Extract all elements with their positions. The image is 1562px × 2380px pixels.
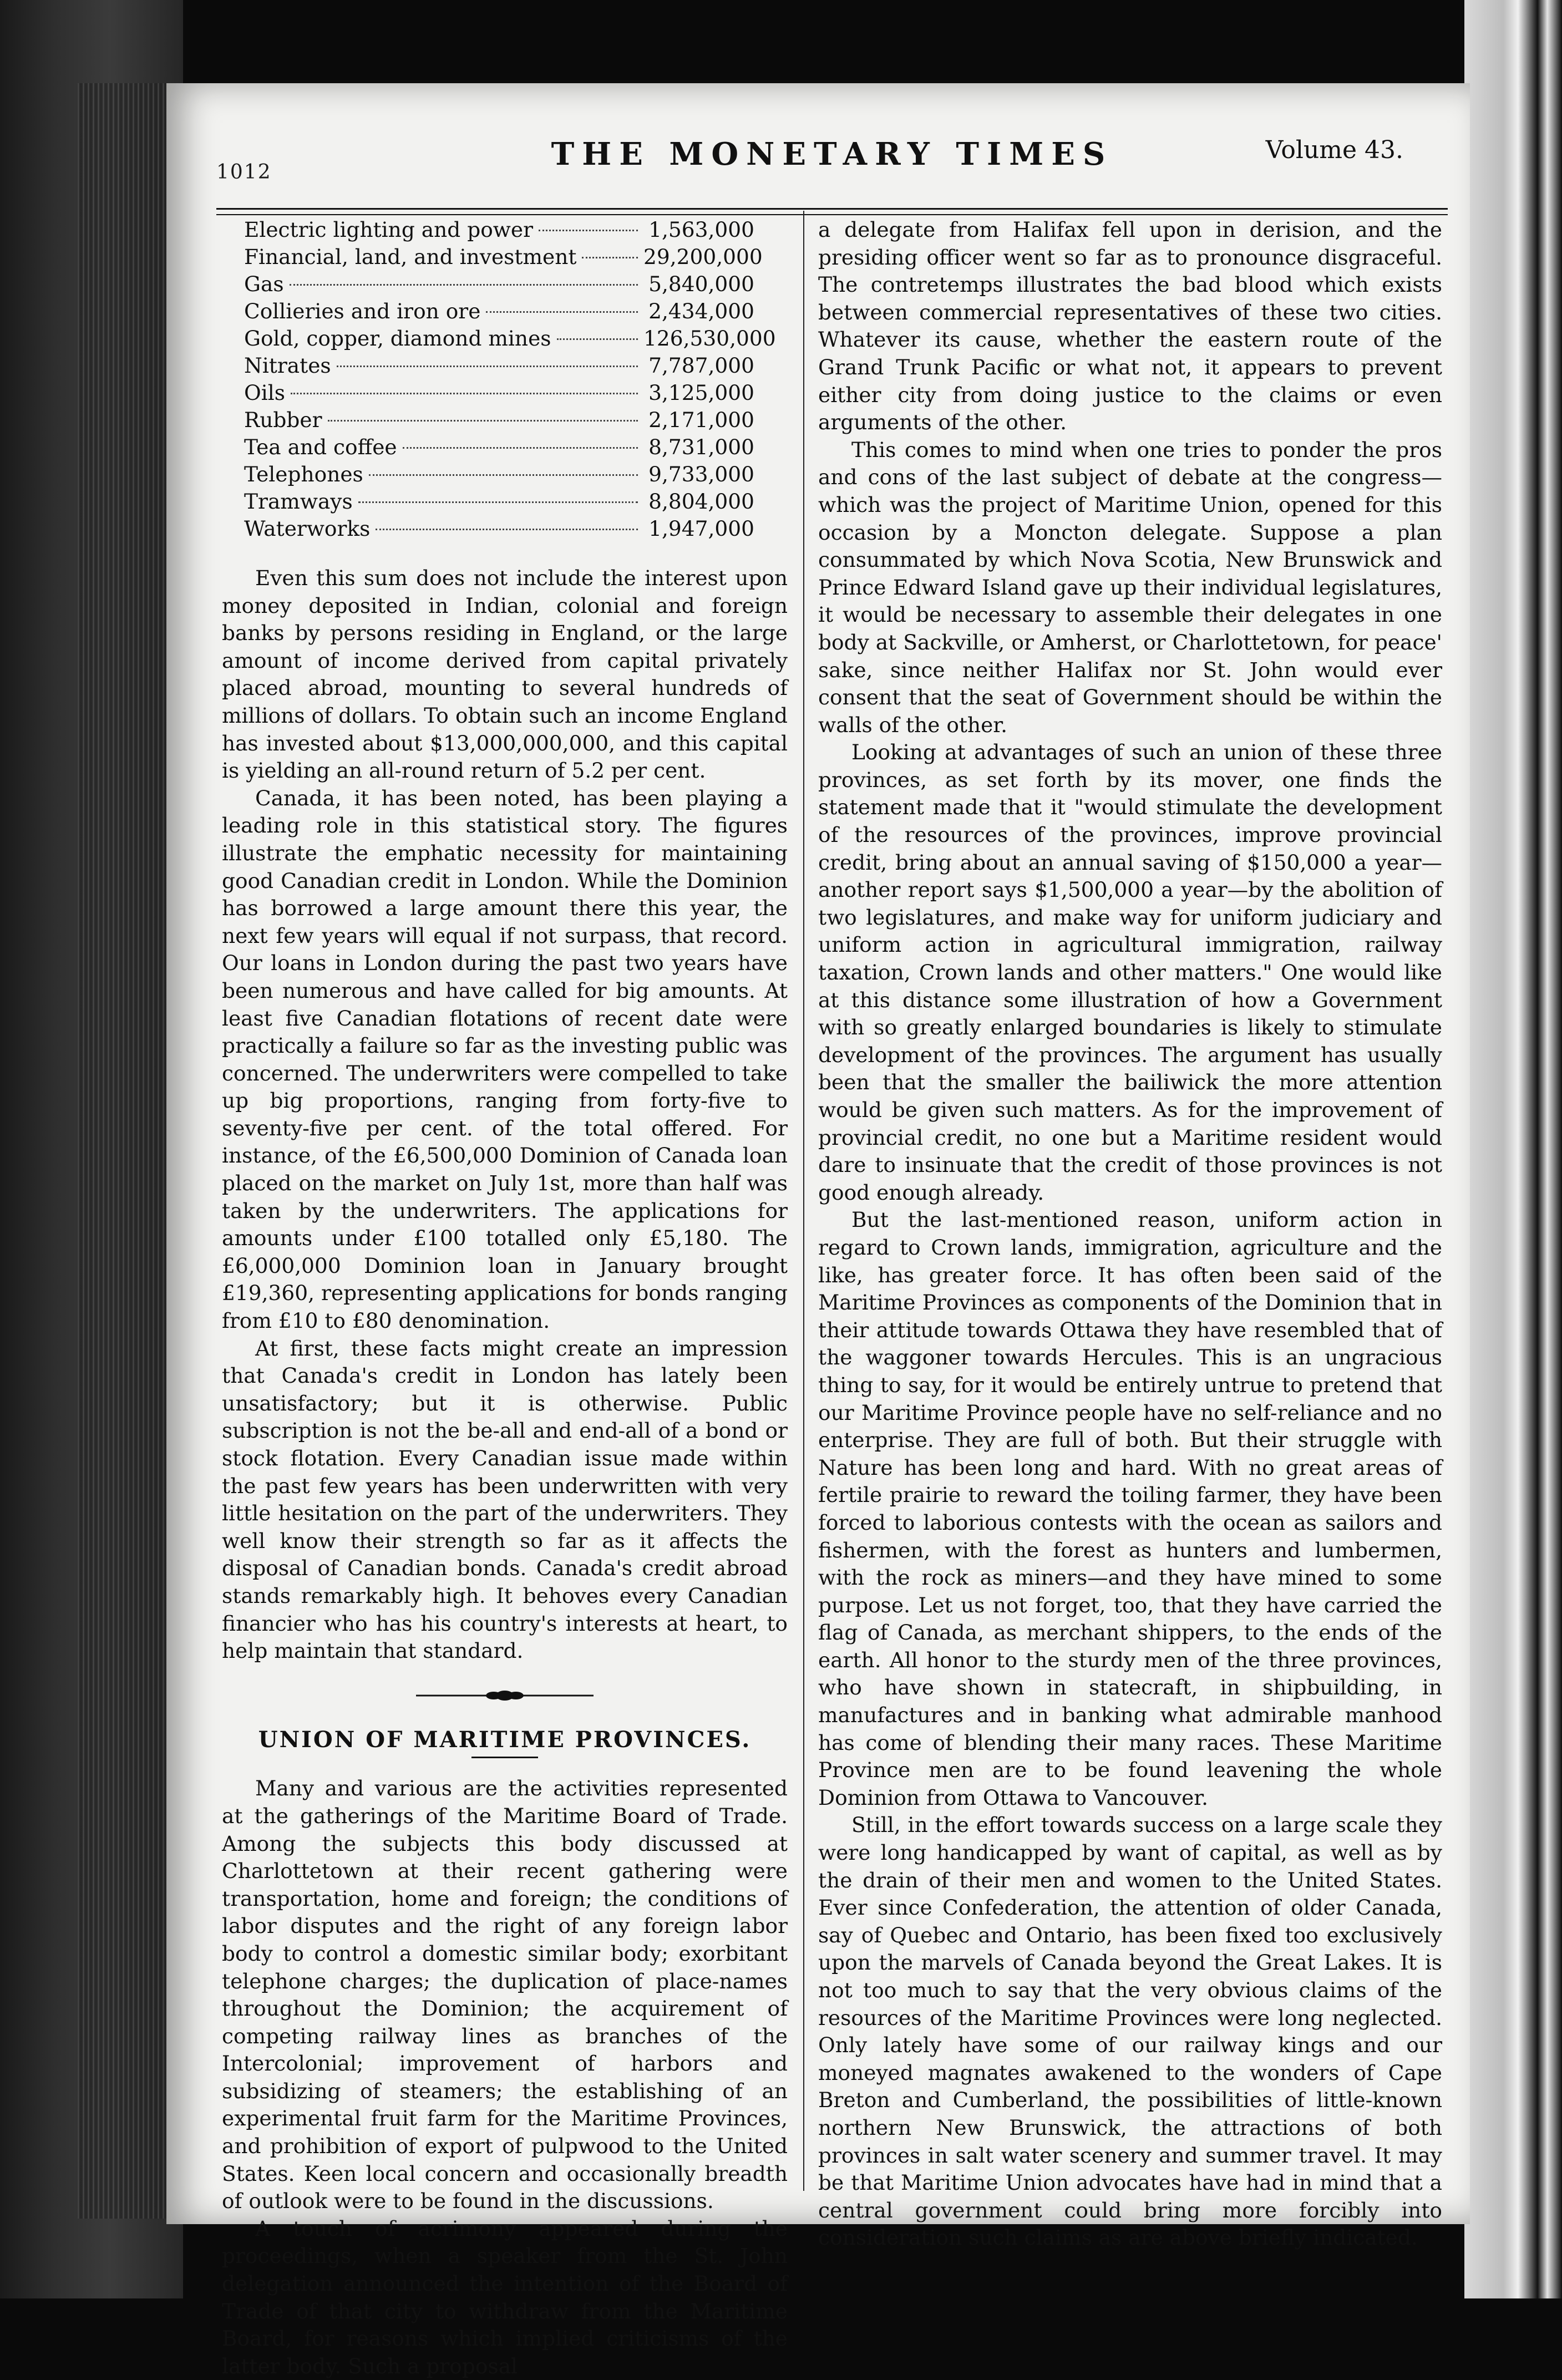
paragraph: This comes to mind when one tries to ponder the pros and cons of the last subject of debate at the congress—which was the project of Maritime Union, opened for this occasion by a Moncton delegate. Suppose a plan consummated by which Nova Scotia, New Brunswick and Prince Edward Island gave up their individual legislatures, it would be necessary to assemble their delegates in one body at Sackville, or Amherst, or Charlottetown, for peace' sake, since neither Halifax nor St. John would ever consent that the seat of Government should be within the walls of the other. (818, 437, 1442, 737)
paragraph: Many and various are the activities represented at the gatherings of the Maritime Board of Trade. Among the subjects this body discussed at Charlottetown at their recent gathering were transportation, home and foreign; the conditions of labor disputes and the right of any foreign labor body to control a domestic similar body; exorbitant telephone charges; the duplication of place-names throughout the Dominion; the acquirement of competing railway lines as branches of the Intercolonial; improvement of harbors and subsidizing of steamers; the establishing of an experimental fruit farm for the Maritime Provinces, and prohibition of export of pulpwood to the United States. Keen local concern and occasionally breadth of outlook were to be found in the discussions. (222, 1776, 788, 2214)
right-page-edge (1464, 0, 1562, 2298)
dot-leader (337, 366, 638, 367)
column-divider (803, 211, 804, 2191)
table-row (244, 515, 754, 542)
stat-label: Nitrates (244, 353, 331, 378)
paragraph: Looking at advantages of such an union of these three provinces, as set forth by its mover, one finds the statement made that it "would stimulate the development of the resources of the provinces, improve provincial credit, bring about an annual saving of $150,000 a year—another report says $1,500,000 a year—by the abolition of two legislatures, and make way for uniform judiciary and uniform action in agricultural immigration, railway taxation, Crown lands and other matters." One would like at this distance some illustration of how a Government with so greatly enlarged boundaries is likely to stimulate development of the provinces. The argument has usually been that the smaller the bailiwick the more attention would be given such matters. As for the improvement of provincial credit, no one but a Maritime resident would dare to insinuate that the credit of those provinces is not good enough already. (818, 740, 1442, 1205)
stat-value: 1,563,000 (648, 217, 754, 242)
table-row (244, 488, 754, 515)
dot-leader (582, 257, 638, 258)
stat-label: Collieries and iron ore (244, 299, 481, 323)
page-header (216, 136, 1448, 191)
stat-label: Tramways (244, 489, 353, 514)
heading-rule (471, 1757, 538, 1758)
stat-label: Gas (244, 272, 284, 296)
dot-leader (290, 284, 638, 286)
stat-value: 2,434,000 (648, 299, 754, 323)
table-row (244, 271, 754, 298)
paragraph: Still, in the effort towards success on a large scale they were long handicapped by want of capital, as well as by the drain of their men and women to the United States. Ever since Confederation, the attention of older Canada, say of Quebec and Ontario, has been fixed too exclusively upon the marvels of Canada beyond the Great Lakes. It is not too much to say that the very obvious claims of the resources of the Maritime Provinces were long neglected. Only lately have some of our railway kings and our moneyed magnates awakened to the wonders of Cape Breton and Cumberland, the possibilities of little-known northern New Brunswick, the attractions of both provinces in salt water scenery and summer travel. It may be that Maritime Union advocates have had in mind that a central government could bring more forcibly into consideration such claims as are above briefly indicated. (818, 1813, 1442, 2250)
section-ornament (416, 1687, 594, 1704)
stat-label: Electric lighting and power (244, 217, 533, 242)
table-row (244, 379, 754, 407)
table-row (244, 325, 776, 352)
dot-leader (486, 311, 638, 313)
stat-value: 8,731,000 (648, 435, 754, 459)
table-row (244, 407, 754, 434)
stat-label: Telephones (244, 462, 363, 486)
stat-value: 1,947,000 (648, 516, 754, 541)
paragraph: Canada, it has been noted, has been playing a leading role in this statistical story. The figures illustrate the emphatic necessity for maintaining good Canadian credit in London. While the Dominion has borrowed a large amount there this year, the next few years will equal if not surpass, that record. Our loans in London during the past two years have been numerous and have called for big amounts. At least five Canadian flotations of recent date were practically a failure so far as the investing public was concerned. The underwriters were compelled to take up big proportions, ranging from forty-five to seventy-five per cent. of the total offered. For instance, of the £6,500,000 Dominion of Canada loan placed on the market on July 1st, more than half was taken by the underwriters. The applications for amounts under £100 totalled only £5,180. The £6,000,000 Dominion loan in January brought £19,360, representing applications for bonds ranging from £10 to £80 denomination. (222, 785, 788, 1333)
page-number: 1012 (216, 161, 272, 184)
stat-value: 5,840,000 (648, 272, 754, 296)
table-row (244, 298, 754, 325)
dot-leader (328, 420, 638, 422)
paragraph: A touch of acrimony appeared during the proceedings, when a speaker from the St. John delegation announced the intention of the Board of Trade of that city to withdraw from the Maritime Board, for reasons which implied criticisms of the latter body. Such a proposal (222, 2216, 788, 2378)
table-row (244, 352, 754, 379)
stat-label: Rubber (244, 408, 322, 432)
dot-leader (358, 501, 638, 503)
running-title: THE MONETARY TIMES (551, 136, 1113, 172)
volume-label: Volume 43. (1265, 136, 1403, 164)
table-row (244, 461, 754, 488)
binding-page-edges (78, 83, 172, 2219)
stat-value: 8,804,000 (648, 489, 754, 514)
table-row (244, 243, 763, 271)
dot-leader (369, 474, 638, 476)
table-row (244, 434, 754, 461)
right-column (818, 216, 1442, 2252)
stat-value: 9,733,000 (648, 462, 754, 486)
dot-leader (376, 529, 638, 530)
header-rule (216, 208, 1448, 215)
printed-page (166, 83, 1470, 2378)
left-column (222, 216, 788, 2380)
book-binding (0, 0, 183, 2298)
stat-label: Gold, copper, diamond mines (244, 326, 551, 351)
dot-leader (291, 393, 638, 394)
table-row (244, 216, 754, 243)
dot-leader (539, 230, 638, 231)
stat-value: 29,200,000 (643, 245, 763, 269)
paragraph: a delegate from Halifax fell upon in derision, and the presiding officer went so far as to pronounce disgraceful. The contretemps illustrates the bad blood which exists between commercial representatives of these two cities. Whatever its cause, whether the eastern route of the Grand Trunk Pacific or what not, it appears to prevent either city from doing justice to the claims or even arguments of the other. (818, 217, 1442, 435)
stat-label: Tea and coffee (244, 435, 397, 459)
stat-label: Oils (244, 380, 285, 405)
paragraph: Even this sum does not include the interest upon money deposited in Indian, colonial and foreign banks by persons residing in England, or the large amount of income derived from capital privately placed abroad, mounting to several hundreds of millions of dollars. To obtain such an income England has invested about $13,000,000,000, and this capital is yielding an all-round return of 5.2 per cent. (222, 566, 788, 783)
section-heading: UNION OF MARITIME PROVINCES. (258, 1726, 752, 1753)
paragraph: At first, these facts might create an impression that Canada's credit in London has lately been unsatisfactory; but it is otherwise. Public subscription is not the be-all and end-all of a bond or stock flotation. Every Canadian issue made within the past few years has been underwritten with very little hesitation on the part of the underwriters. They well know their strength so far as it affects the disposal of Canadian bonds. Canada's credit abroad stands remarkably high. It behoves every Canadian financier who has his country's interests at heart, to help maintain that standard. (222, 1336, 788, 1663)
dot-leader (403, 447, 638, 449)
paragraph: But the last-mentioned reason, uniform action in regard to Crown lands, immigration, agriculture and the like, has greater force. It has often been said of the Maritime Provinces as components of the Dominion that in their attitude towards Ottawa they have resembled that of the waggoner towards Hercules. This is an ungracious thing to say, for it would be entirely untrue to pretend that our Maritime Province people have no self-reliance and no enterprise. They are full of both. But their struggle with Nature has been long and hard. With no great areas of fertile prairie to reward the toiling farmer, they have been forced to laborious contests with the ocean as sailors and fishermen, with the forest as hunters and lumbermen, with the rock as miners—and they have mined to some purpose. Let us not forget, too, that they have carried the flag of Canada, as merchant shippers, to the ends of the earth. All honor to the sturdy men of the three provinces, who have shown in statecraft, in shipbuilding, in manufactures and in banking what admirable manhood has come of blending their many races. These Maritime Province men are to be found leavening the whole Dominion from Ottawa to Vancouver. (818, 1207, 1442, 1810)
stat-value: 126,530,000 (643, 326, 776, 351)
stat-value: 3,125,000 (648, 380, 754, 405)
stat-value: 7,787,000 (648, 353, 754, 378)
investment-table (244, 216, 776, 542)
stat-label: Financial, land, and investment (244, 245, 577, 269)
stat-label: Waterworks (244, 516, 371, 541)
dot-leader (557, 338, 638, 340)
stat-value: 2,171,000 (648, 408, 754, 432)
